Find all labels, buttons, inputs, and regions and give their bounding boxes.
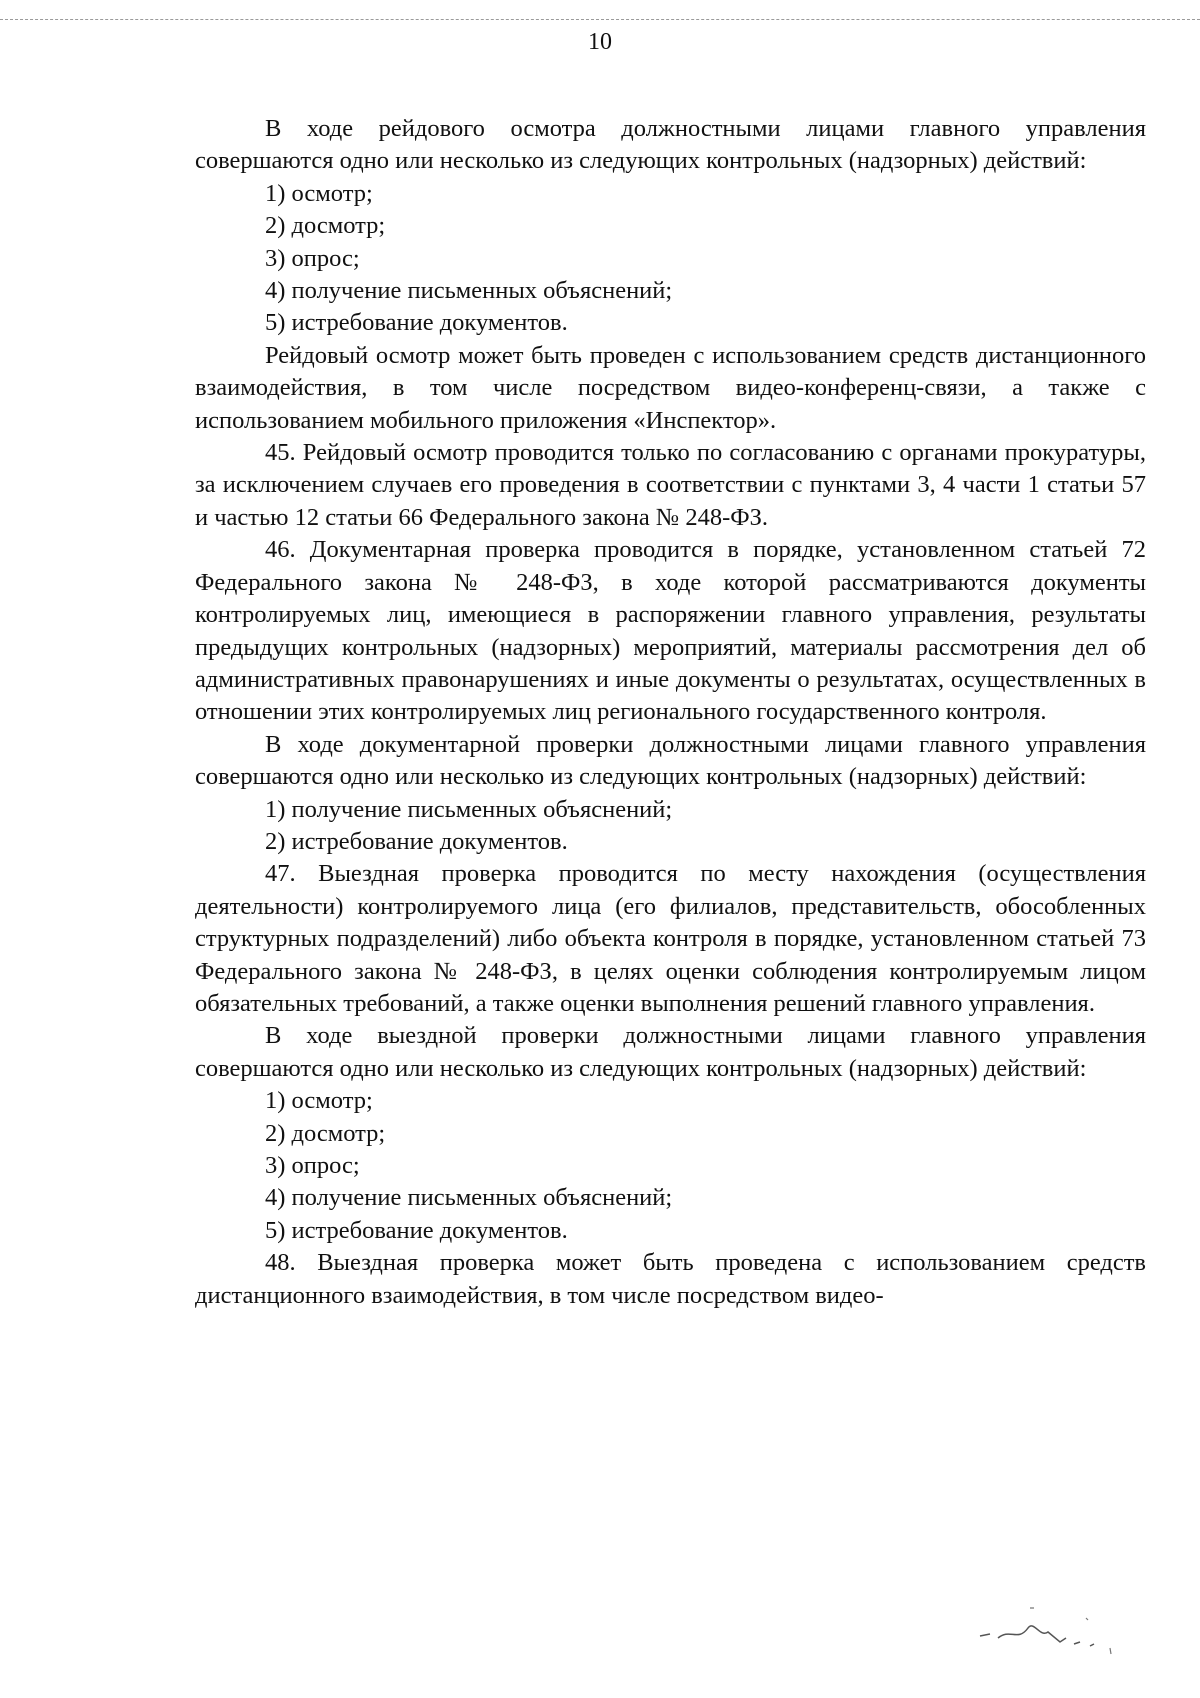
list-item: 2) досмотр; <box>265 212 386 240</box>
list-item: 2) истребование документов. <box>265 827 568 855</box>
scan-top-rule <box>0 19 1200 20</box>
list-item: 1) получение письменных объяснений; <box>265 795 673 823</box>
list-item: 3) опрос; <box>265 1152 360 1179</box>
list-item: 1) осмотр; <box>265 179 373 207</box>
list-item: 5) истребование документов. <box>265 309 568 337</box>
paragraph-documentary-check-actions: В ходе документарной проверки должностными лицами главного управления совершаются одно или несколько из следующих контрольных (надзорных) действий: <box>195 730 1146 791</box>
paragraph-45: 45. Рейдовый осмотр проводится только по согласованию с органами прокуратуры, за исключением случаев его проведения в соответствии с пунктами 3, 4 части 1 статьи 57 и частью 12 статьи 66 Федерального закона № 248-ФЗ. <box>195 439 1146 531</box>
paragraph-field-check-actions: В ходе выездной проверки должностными лицами главного управления совершаются одно или несколько из следующих контрольных (надзорных) действий: <box>195 1022 1146 1082</box>
list-item: 5) истребование документов. <box>265 1216 568 1244</box>
list-item: 2) досмотр; <box>265 1119 386 1147</box>
page-number: 10 <box>588 29 612 55</box>
paragraph-48: 48. Выездная проверка может быть проведена с использованием средств дистанционного взаимодействия, в том числе посредством видео- <box>195 1249 1146 1309</box>
paragraph-raid-remote-interaction: Рейдовый осмотр может быть проведен с использованием средств дистанционного взаимодействия, в том числе посредством видео-конференц-связи, а также с использованием мобильного приложения «Инспектор». <box>195 341 1146 434</box>
scan-squiggle-mark <box>970 1598 1120 1658</box>
list-item: 3) опрос; <box>265 244 360 272</box>
list-item: 1) осмотр; <box>265 1087 373 1115</box>
list-item: 4) получение письменных объяснений; <box>265 277 673 305</box>
paragraph-46: 46. Документарная проверка проводится в порядке, установленном статьей 72 Федерального закона № 248-ФЗ, в ходе которой рассматриваются документы контролируемых лиц, имеющиеся в распоряжении главного управления, результаты предыдущих контрольных (надзорных) мероприятий, материалы рассмотрения дел об административных правонарушениях и иные документы о результатах, осуществленных в отношении этих контролируемых лиц регионального государственного контроля. <box>195 536 1146 726</box>
paragraph-raid-inspection-actions: В ходе рейдового осмотра должностными лицами главного управления совершаются одно или несколько из следующих контрольных (надзорных) действий: <box>195 115 1146 175</box>
document-body <box>195 113 1146 1312</box>
paragraph-47: 47. Выездная проверка проводится по месту нахождения (осуществления деятельности) контролируемого лица (его филиалов, представительств, обособленных структурных подразделений) либо объекта контроля в порядке, установленном статьей 73 Федерального закона № 248-ФЗ, в целях оценки соблюдения контролируемым лицом обязательных требований, а также оценки выполнения решений главного управления. <box>195 860 1146 1017</box>
list-item: 4) получение письменных объяснений; <box>265 1184 673 1212</box>
